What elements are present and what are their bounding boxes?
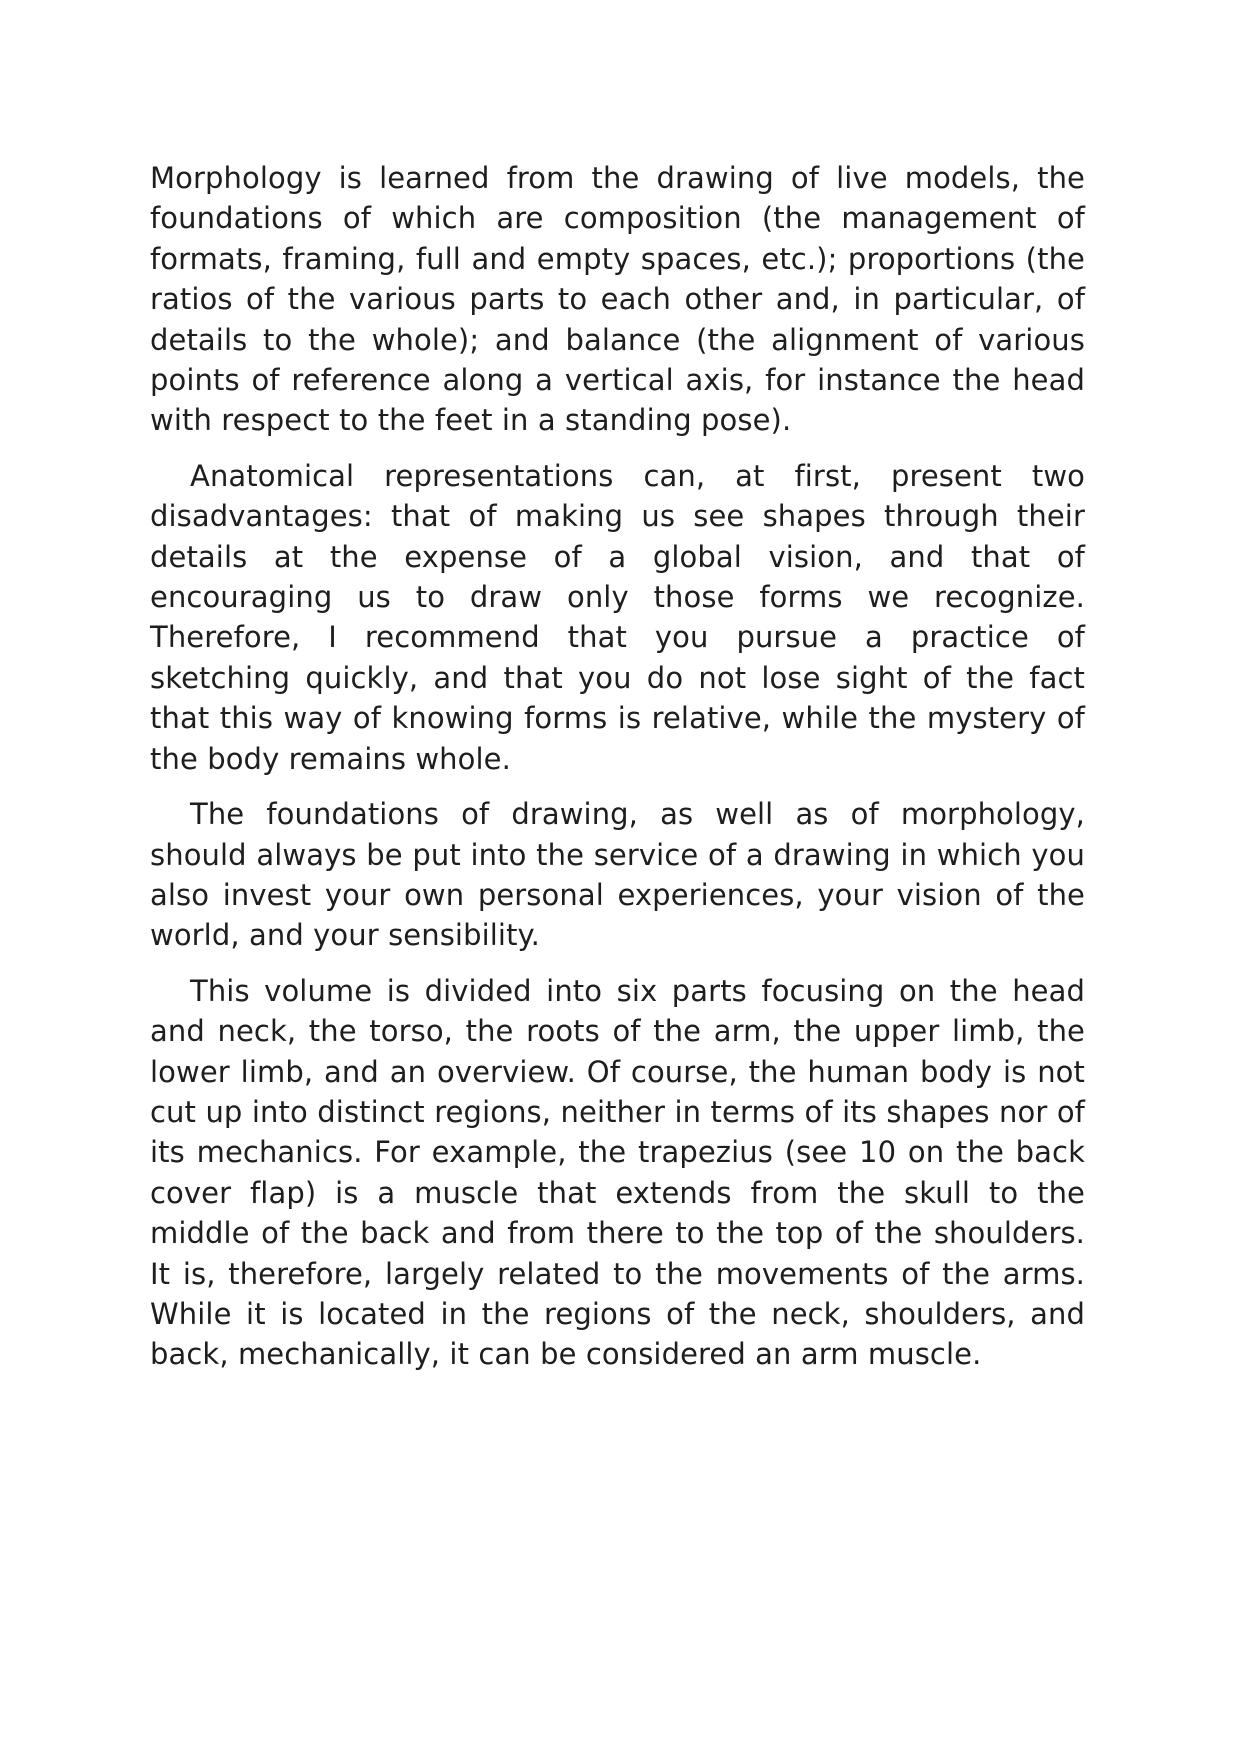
paragraph-foundations-of-drawing: The foundations of drawing, as well as of morphology, should always be put into the service of a drawing in which you also invest your own personal experiences, your vision of the world, and your sensibility. [150,797,1085,953]
paragraph-volume-overview: This volume is divided into six parts focusing on the head and neck, the torso, the roots of the arm, the upper limb, the lower limb, and an overview. Of course, the human body is not cut up into distinct regions, neither in terms of its shapes nor of its mechanics. For example, the trapezius (see 10 on the back cover flap) is a muscle that extends from the skull to the middle of the back and from there to the top of the shoulders. It is, therefore, largely related to the movements of the arms. While it is located in the regions of the neck, shoulders, and back, mechanically, it can be considered an arm muscle. [150,973,1085,1372]
body-text [150,158,1085,1390]
paragraph-anatomical-representations: Anatomical representations can, at first, present two disadvantages: that of making us see shapes through their details at the expense of a global vision, and that of encouraging us to draw only those forms we recognize. Therefore, I recommend that you pursue a practice of sketching quickly, and that you do not lose sight of the fact that this way of knowing forms is relative, while the mystery of the body remains whole. [150,458,1085,776]
paragraph-morphology: Morphology is learned from the drawing of live models, the foundations of which are composition (the management of formats, framing, full and empty spaces, etc.); proportions (the ratios of the various parts to each other and, in particular, of details to the whole); and balance (the alignment of various points of reference along a vertical axis, for instance the head with respect to the feet in a standing pose). [150,161,1085,438]
